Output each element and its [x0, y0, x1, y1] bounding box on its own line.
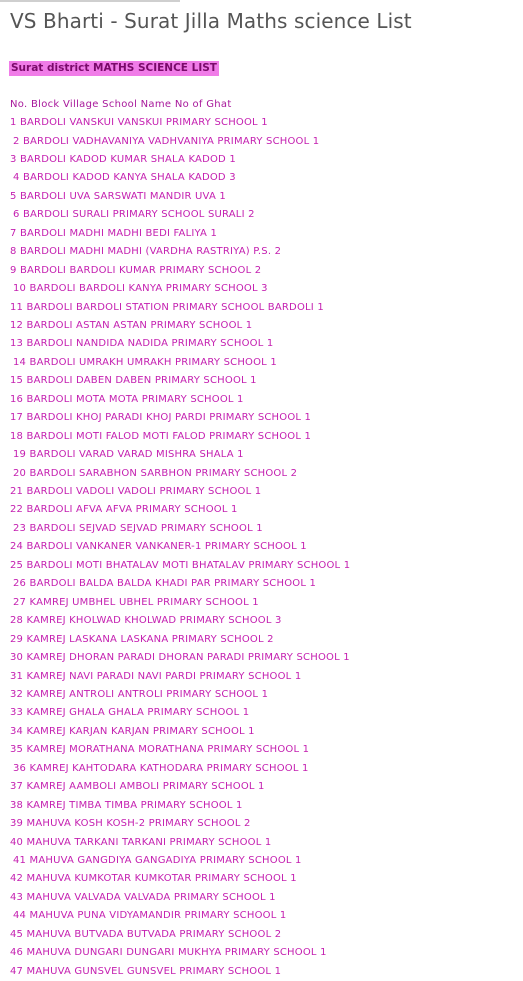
list-item: 16 BARDOLI MOTA MOTA PRIMARY SCHOOL 1	[10, 393, 244, 405]
list-item: 33 KAMREJ GHALA GHALA PRIMARY SCHOOL 1	[10, 707, 250, 719]
list-item: 41 MAHUVA GANGDIYA GANGADIYA PRIMARY SCHOOL 1	[13, 855, 302, 866]
list-item: 21 BARDOLI VADOLI VADOLI PRIMARY SCHOOL 1	[10, 486, 262, 497]
list-item: 39 MAHUVA KOSH KOSH-2 PRIMARY SCHOOL 2	[10, 818, 251, 830]
list-item: 38 KAMREJ TIMBA TIMBA PRIMARY SCHOOL 1	[10, 799, 243, 811]
list-item: 25 BARDOLI MOTI BHATALAV MOTI BHATALAV PRIMARY SCHOOL 1	[10, 559, 351, 571]
list-item: 1 BARDOLI VANSKUI VANSKUI PRIMARY SCHOOL 1	[10, 117, 268, 128]
list-item: 34 KAMREJ KARJAN KARJAN PRIMARY SCHOOL 1	[10, 725, 255, 737]
list-item: 46 MAHUVA DUNGARI DUNGARI MUKHYA PRIMARY SCHOOL 1	[10, 947, 327, 959]
list-item: 20 BARDOLI SARABHON SARBHON PRIMARY SCHOOL 2	[13, 467, 298, 479]
list-item: 36 KAMREJ KAHTODARA KATHODARA PRIMARY SCHOOL 1	[13, 762, 309, 774]
list-item: 30 KAMREJ DHORAN PARADI DHORAN PARADI PRIMARY SCHOOL 1	[10, 652, 350, 663]
list-item: 42 MAHUVA KUMKOTAR KUMKOTAR PRIMARY SCHOOL 1	[10, 873, 297, 885]
list-item: 29 KAMREJ LASKANA LASKANA PRIMARY SCHOOL 2	[10, 633, 274, 645]
list-item: 28 KAMREJ KHOLWAD KHOLWAD PRIMARY SCHOOL 3	[10, 615, 282, 627]
list-item: 32 KAMREJ ANTROLI ANTROLI PRIMARY SCHOOL 1	[10, 688, 269, 700]
list-item: 35 KAMREJ MORATHANA MORATHANA PRIMARY SCHOOL 1	[10, 744, 310, 756]
list-item: 6 BARDOLI SURALI PRIMARY SCHOOL SURALI 2	[13, 209, 255, 221]
list-item: 43 MAHUVA VALVADA VALVADA PRIMARY SCHOOL 1	[10, 891, 276, 903]
list-item: 17 BARDOLI KHOJ PARADI KHOJ PARDI PRIMARY SCHOOL 1	[10, 412, 312, 424]
page-title: VS Bharti - Surat Jilla Maths science List	[10, 9, 412, 33]
list-item: 26 BARDOLI BALDA BALDA KHADI PAR PRIMARY SCHOOL 1	[13, 578, 317, 590]
list-item: 8 BARDOLI MADHI MADHI (VARDHA RASTRIYA) P.S. 2	[10, 246, 282, 258]
list-subtitle: Surat district MATHS SCIENCE LIST	[11, 62, 217, 74]
list-item: 22 BARDOLI AFVA AFVA PRIMARY SCHOOL 1	[10, 504, 238, 516]
list-item: 10 BARDOLI BARDOLI KANYA PRIMARY SCHOOL 3	[13, 283, 268, 294]
list-item: 15 BARDOLI DABEN DABEN PRIMARY SCHOOL 1	[10, 375, 257, 387]
list-item: 40 MAHUVA TARKANI TARKANI PRIMARY SCHOOL 1	[10, 836, 272, 848]
list-item: 44 MAHUVA PUNA VIDYAMANDIR PRIMARY SCHOOL 1	[13, 910, 287, 922]
list-item: 19 BARDOLI VARAD VARAD MISHRA SHALA 1	[13, 449, 244, 461]
list-item: 2 BARDOLI VADHAVANIYA VADHVANIYA PRIMARY SCHOOL 1	[13, 135, 320, 147]
list-item: 47 MAHUVA GUNSVEL GUNSVEL PRIMARY SCHOOL 1	[10, 965, 282, 977]
list-header: No. Block Village School Name No of Ghat	[10, 99, 232, 110]
list-item: 18 BARDOLI MOTI FALOD MOTI FALOD PRIMARY SCHOOL 1	[10, 430, 312, 442]
list-item: 45 MAHUVA BUTVADA BUTVADA PRIMARY SCHOOL 2	[10, 928, 282, 940]
list-item: 3 BARDOLI KADOD KUMAR SHALA KADOD 1	[10, 153, 236, 165]
list-item: 27 KAMREJ UMBHEL UBHEL PRIMARY SCHOOL 1	[13, 596, 259, 608]
list-item: 5 BARDOLI UVA SARSWATI MANDIR UVA 1	[10, 190, 226, 202]
list-item: 13 BARDOLI NANDIDA NADIDA PRIMARY SCHOOL 1	[10, 338, 274, 350]
top-divider	[0, 0, 180, 2]
list-item: 24 BARDOLI VANKANER VANKANER-1 PRIMARY SCHOOL 1	[10, 541, 307, 553]
list-item: 4 BARDOLI KADOD KANYA SHALA KADOD 3	[13, 172, 236, 184]
list-item: 7 BARDOLI MADHI MADHI BEDI FALIYA 1	[10, 227, 218, 239]
list-item: 23 BARDOLI SEJVAD SEJVAD PRIMARY SCHOOL 1	[13, 522, 263, 534]
list-item: 9 BARDOLI BARDOLI KUMAR PRIMARY SCHOOL 2	[10, 264, 262, 276]
list-item: 14 BARDOLI UMRAKH UMRAKH PRIMARY SCHOOL 1	[13, 356, 277, 368]
list-item: 11 BARDOLI BARDOLI STATION PRIMARY SCHOOL BARDOLI 1	[10, 301, 324, 313]
list-item: 12 BARDOLI ASTAN ASTAN PRIMARY SCHOOL 1	[10, 319, 253, 331]
list-item: 37 KAMREJ AAMBOLI AMBOLI PRIMARY SCHOOL 1	[10, 781, 265, 793]
list-item: 31 KAMREJ NAVI PARADI NAVI PARDI PRIMARY SCHOOL 1	[10, 670, 302, 682]
